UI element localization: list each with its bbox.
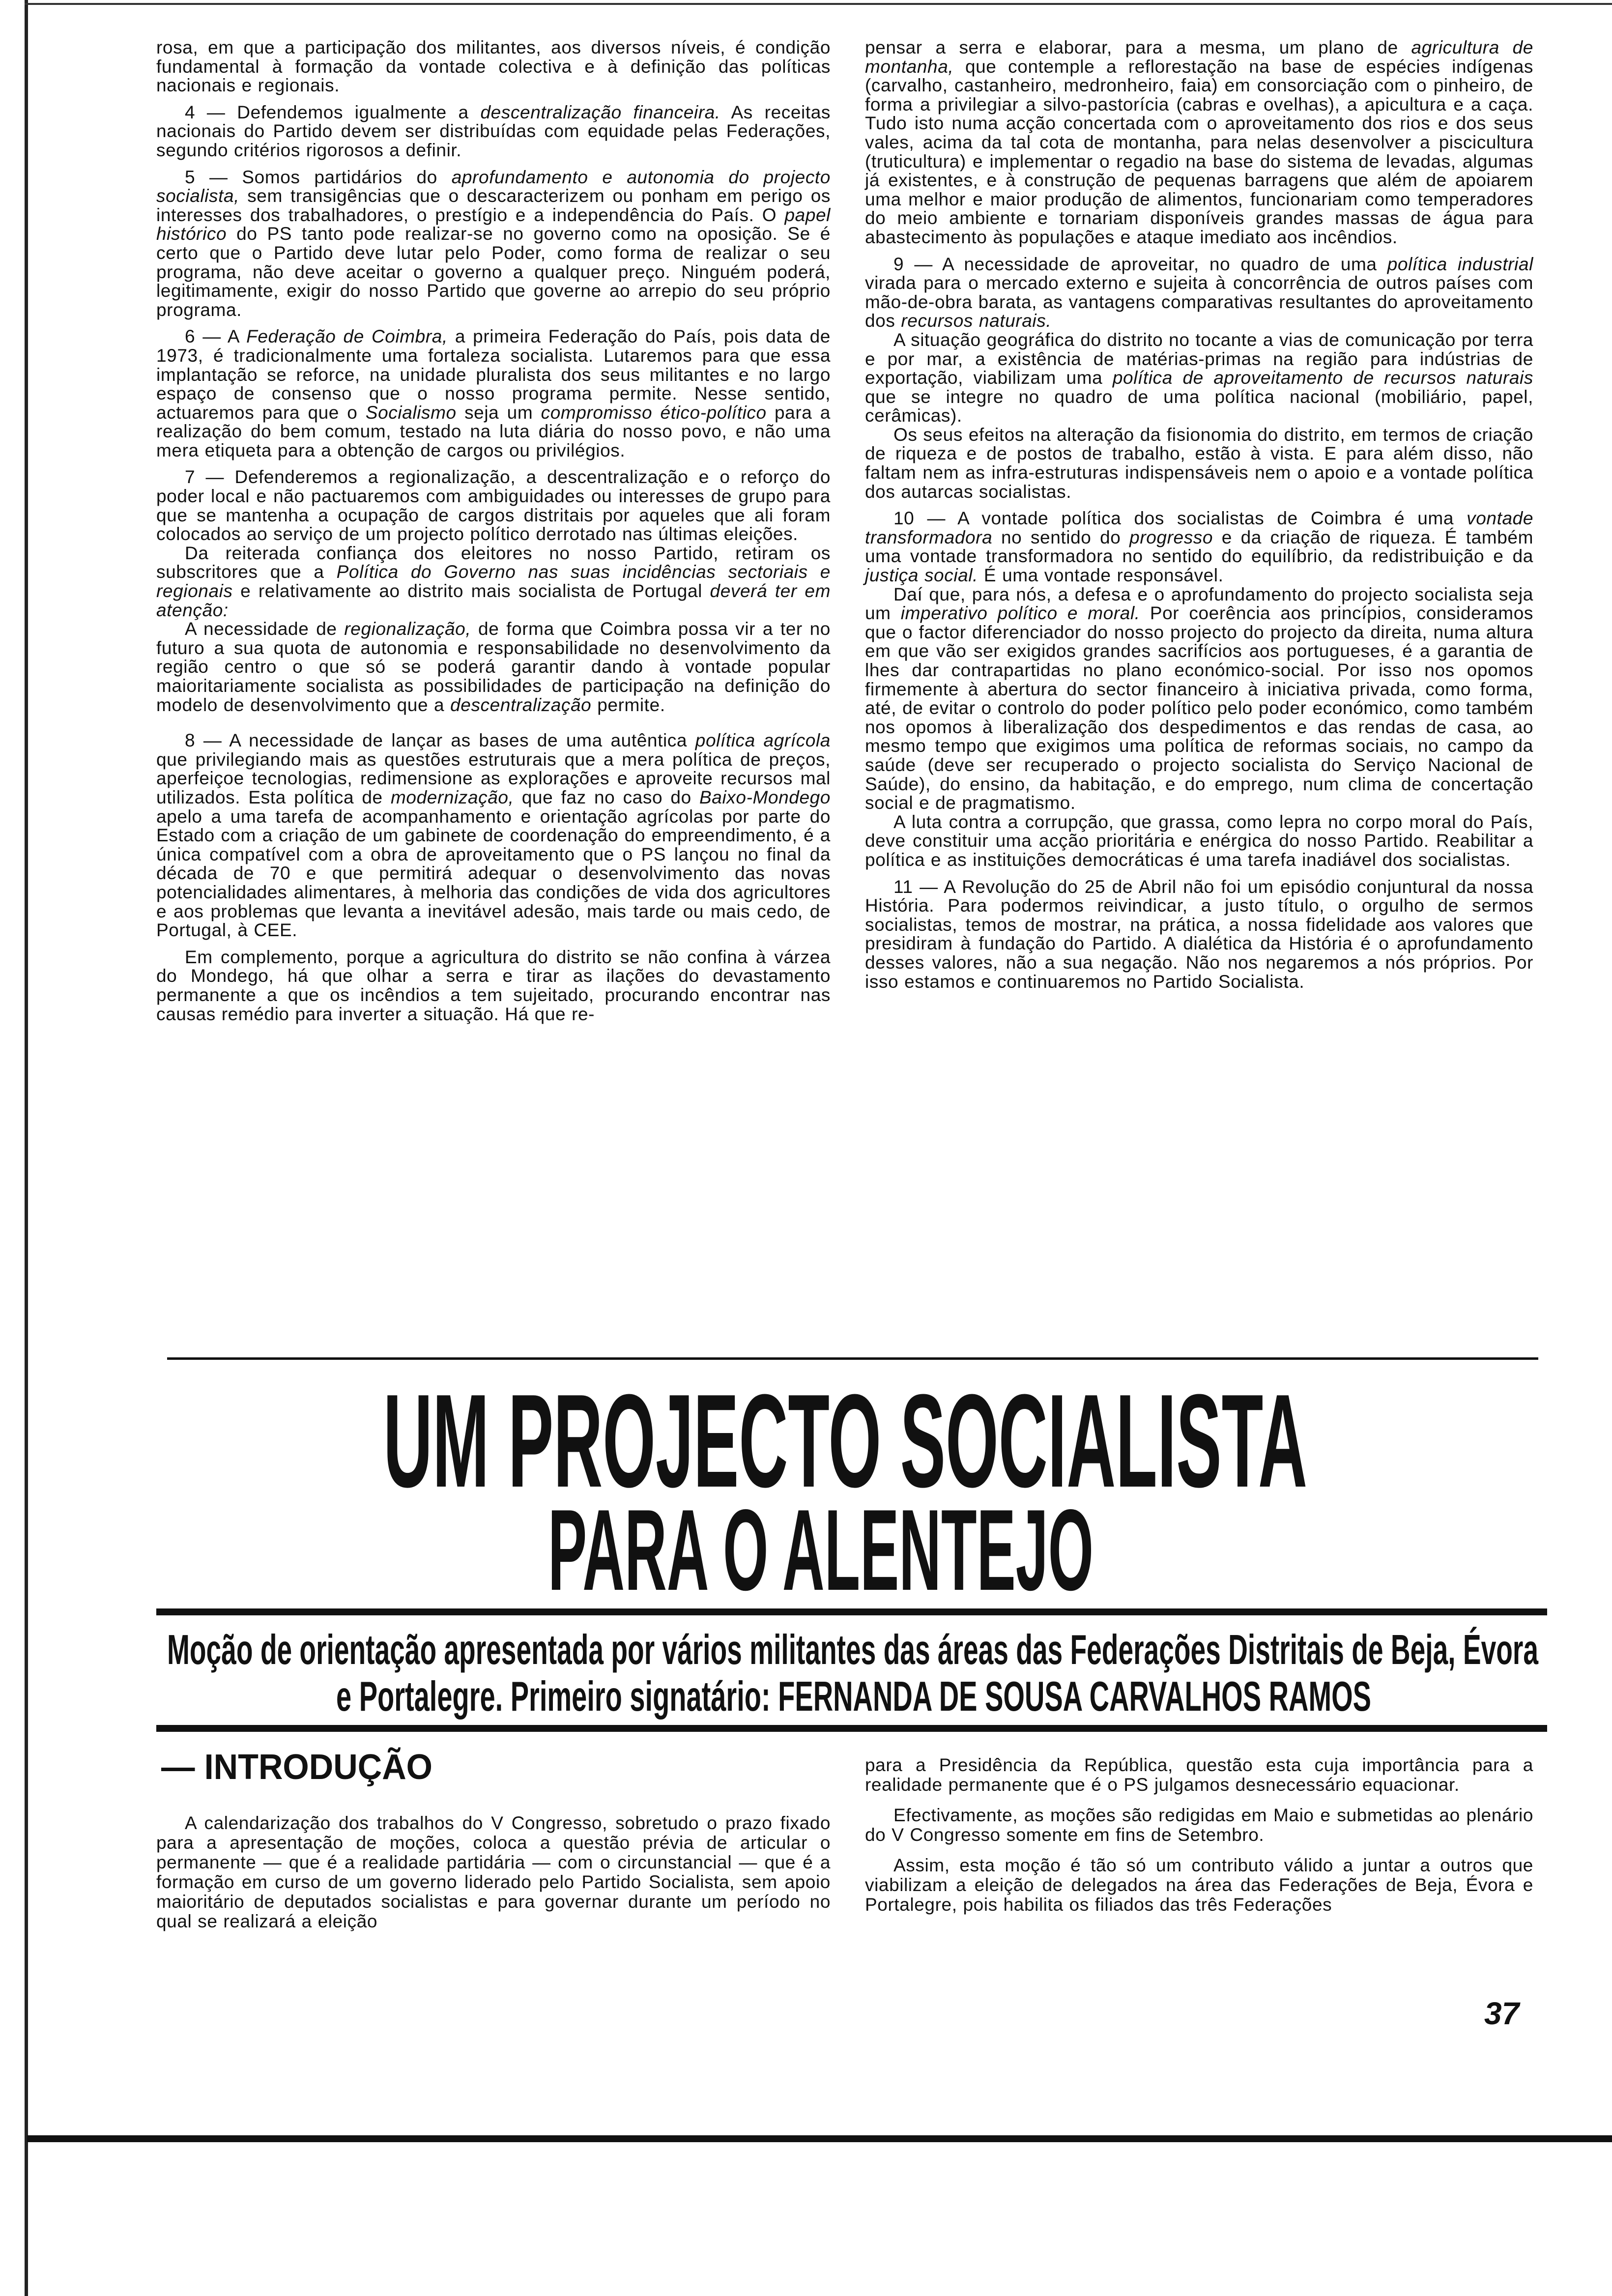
paragraph (865, 1856, 1533, 1915)
paragraph (156, 468, 831, 544)
text-run: 5 — Somos partidários do (185, 167, 452, 187)
paragraph (865, 1755, 1533, 1795)
emphasis-text: modernização, (391, 787, 514, 807)
emphasis-text: compromisso ético-político (541, 402, 767, 423)
headline-line-1: UM PROJECTO SOCIALISTA (383, 1367, 1307, 1515)
text-run: Por coerência aos princípios, consideramos que o factor diferenciador do nosso projecto do projecto da direita, numa altura em que vão ser exigidos grandes sacrifícios aos portugueses, é a garantia de lhes dar contrapartidas no plano económico-social. Por isso nos opomos firmemente à abertura do sector financeiro à iniciativa privada, como forma, até, de evitar o controlo do poder político pelo poder económico, como também nos opomos à liberalização dos despedimentos e das rendas de casa, ao mesmo tempo que exigimos uma política de reformas sociais, no campo da saúde (deve ser recuperado o projecto socialista do Serviço Nacional de Saúde), do ensino, da habitação, e do emprego, num clima de concertação social e de pragmatismo. (865, 603, 1533, 813)
emphasis-text: papel histórico (156, 204, 831, 244)
text-run: e da criação de riqueza. É também uma vontade transformadora no sentido do equilíbrio, da redistribuição e da (865, 527, 1533, 567)
text-run: As receitas nacionais do Partido devem ser distribuídas com equidade pelas Federações, segundo critérios rigorosos a definir. (156, 102, 831, 160)
text-run: que privilegiando mais as questões estruturais que a mera política de preços, aperfeiçoe tecnologias, redimensione as explorações e aproveite recursos mal utilizados. Esta política de (156, 749, 831, 807)
introduction-left-column (156, 1813, 831, 1931)
text-run: 6 — A (185, 326, 247, 347)
emphasis-text: agricultura de montanha, (865, 37, 1533, 77)
article-right-column (865, 38, 1533, 991)
text-run: para a Presidência da República, questão esta cuja importância para a realidade permanente que é o PS julgamos desnecessário equacionar. (865, 1755, 1533, 1795)
emphasis-text: Federação de Coimbra, (246, 326, 448, 347)
text-run: a primeira Federação do País, pois data de 1973, é tradicionalmente uma fortaleza socialista. Lutaremos para que essa implantação se reforce, na unidade pluralista dos seus militantes e no largo espaço de consenso que o nosso programa permite. Nesse sentido, actuaremos para que o (156, 326, 831, 423)
paragraph (156, 1813, 831, 1931)
text-run: 4 — Defendemos igualmente a (185, 102, 481, 122)
text-run: Da reiterada confiança dos eleitores no nosso Partido, retiram os subscritores que a (156, 543, 831, 582)
text-run: virada para o mercado externo e sujeita à concorrência de outros países com mão-de-obra barata, as vantagens comparativas resultantes do aproveitamento dos (865, 273, 1533, 331)
emphasis-text: política agrícola (695, 730, 831, 751)
subtitle-line-2: e Portalegre. Primeiro signatário: FERNANDA DE SOUSA CARVALHOS RAMOS (336, 1673, 1371, 1720)
emphasis-text: justiça social. (865, 565, 979, 586)
emphasis-text: regionalização, (344, 619, 471, 639)
page-number: 37 (1484, 1996, 1520, 2031)
emphasis-text: aprofundamento e autonomia do projecto socialista, (156, 167, 831, 206)
paragraph (865, 331, 1533, 426)
text-run: que se integre no quadro de uma política nacional (mobiliário, papel, cerâmicas). (865, 386, 1533, 426)
text-run: seja um (456, 402, 541, 423)
text-run: A luta contra a corrupção, que grassa, como lepra no corpo moral do País, deve constituir uma acção prioritária e enérgica do nosso Partido. Reabilitar a política e as instituições democráticas é uma tarefa inadiável dos socialistas. (865, 811, 1533, 870)
paragraph (865, 585, 1533, 813)
emphasis-text: descentralização (450, 694, 592, 715)
text-run: sem transigências que o descaracterizem ou ponham em perigo os interesses dos trabalhadores, o prestígio e a independência do País. O (156, 186, 831, 225)
paragraph (156, 327, 831, 460)
paragraph (865, 38, 1533, 247)
paragraph (156, 168, 831, 320)
text-run: que contemple a reflorestação na base de espécies indígenas (carvalho, castanheiro, medronheiro, faia) em consorciação com o pinheiro, de forma a privilegiar a silvo-pastorícia (cabras e ovelhas), a apicultura e a caça. Tudo isto numa acção concertada com o aproveitamento dos rios e dos seus vales, acima da tal cota de montanha, para nelas desenvolver a piscicultura (truticultura) e implementar o regadio na base do sistema de levadas, algumas já existentes, e à construção de pequenas barragens que além de apoiarem uma melhor e maior produção de alimentos, funcionariam como temperadores do meio ambiente e tornariam disponíveis grandes massas de água para abastecimento às populações e ataque imediato aos incêndios. (865, 56, 1533, 247)
text-run: Os seus efeitos na alteração da fisionomia do distrito, em termos de criação de riqueza e de postos de trabalho, estão à vista. E para além disso, não faltam nem as infra-estruturas indispensáveis nem o apoio e a vontade política dos autarcas socialistas. (865, 424, 1533, 502)
text-run: 9 — A necessidade de aproveitar, no quadro de uma (893, 254, 1387, 274)
headline-line-2: PARA O ALENTEJO (548, 1485, 1094, 1614)
text-run: Em complemento, porque a agricultura do distrito se não confina à várzea do Mondego, há que olhar a serra e tirar as ilações do devastamento permanente a que os incêndios a tem sujeitado, procurando encontrar nas causas remédio para inverter a situação. Há que re- (156, 947, 831, 1024)
text-run: e relativamente ao distrito mais socialista de Portugal (232, 581, 710, 602)
scan-edge-top (25, 3, 1612, 5)
text-run: É uma vontade responsável. (978, 565, 1224, 586)
emphasis-text: Política do Governo nas suas incidências sectoriais e regionais (156, 562, 831, 602)
emphasis-text: recursos naturais. (901, 311, 1052, 331)
display-type (0, 1327, 1612, 1818)
emphasis-text: vontade transformadora (865, 508, 1533, 547)
emphasis-text: política industrial (1387, 254, 1533, 274)
emphasis-text: descentralização financeira. (480, 102, 720, 122)
paragraph (865, 813, 1533, 870)
text-run: A situação geográfica do distrito no tocante a vias de comunicação por terra e por mar, a existência de matérias-primas na região para indústrias de exportação, viabilizam uma (865, 329, 1533, 388)
emphasis-text: Baixo-Mondego (699, 787, 831, 807)
paragraph (865, 426, 1533, 501)
paragraph (156, 620, 831, 715)
text-run: 7 — Defenderemos a regionalização, a descentralização e o reforço do poder local e não pactuaremos com ambiguidades ou interesses de grupo para que se mantenha a ocupação de cargos distritais por aqueles que ali foram colocados ao serviço de um projecto político derrotado nas últimas eleições. (156, 467, 831, 545)
text-run: 8 — A necessidade de lançar as bases de uma autêntica (185, 730, 695, 751)
paragraph (865, 1806, 1533, 1845)
paragraph (156, 38, 831, 95)
emphasis-text: progresso (1129, 527, 1213, 547)
article-left-column (156, 38, 831, 1024)
paragraph (156, 103, 831, 160)
scan-edge-left (25, 0, 28, 2296)
text-run: Efectivamente, as moções são redigidas em Maio e submetidas ao plenário do V Congresso somente em fins de Setembro. (865, 1805, 1533, 1845)
paragraph (156, 948, 831, 1024)
text-run: pensar a serra e elaborar, para a mesma, um plano de (865, 37, 1411, 57)
text-run: rosa, em que a participação dos militantes, aos diversos níveis, é condição fundamental à formação da vontade colectiva e à definição das políticas nacionais e regionais. (156, 37, 831, 96)
text-run: A necessidade de (185, 619, 345, 639)
text-run: 11 — A Revolução do 25 de Abril não foi um episódio conjuntural da nossa História. Para podermos reivindicar, a justo título, o orgulho de sermos socialistas, temos de mostrar, na prática, a nossa fidelidade aos valores que presidiram à fundação do Partido. A dialética da História é o aprofundamento desses valores, não a sua negação. Não nos negaremos a nós próprios. Por isso estamos e continuaremos no Partido Socialista. (865, 876, 1533, 992)
text-run: que faz no caso do (514, 787, 700, 807)
emphasis-text: deverá ter em atenção: (156, 581, 831, 620)
introduction-heading: — INTRODUÇÃO (161, 1748, 446, 1787)
paragraph (865, 878, 1533, 992)
subtitle-line-1: Moção de orientação apresentada por vários militantes das áreas das Federações Distritais de Beja, Évora (167, 1627, 1539, 1673)
text-run: Daí que, para nós, a defesa e o aprofundamento do projecto socialista seja um (865, 584, 1533, 624)
emphasis-text: Socialismo (365, 402, 457, 423)
text-run: de forma que Coimbra possa vir a ter no futuro a sua quota de autonomia e responsabilidade no desenvolvimento da região centro o que só se poderá garantir dando à vontade popular maioritariamente socialista as possibilidades de participação na definição do modelo de desenvolvimento que a (156, 619, 831, 715)
introduction-right-column (865, 1755, 1533, 1915)
text-run: Assim, esta moção é tão só um contributo válido a juntar a outros que viabilizam a eleição de delegados na área das Federações de Beja, Évora e Portalegre, pois habilita os filiados das três Federações (865, 1855, 1533, 1915)
text-run: 10 — A vontade política dos socialistas de Coimbra é uma (893, 508, 1467, 529)
text-run: A calendarização dos trabalhos do V Congresso, sobretudo o prazo fixado para a apresentação de moções, coloca a questão prévia de articular o permanente — que é a realidade partidária — com o circunstancial — que é a formação em curso de um governo liderado pelo Partido Socialista, sem apoio maioritário de deputados socialistas e para governar durante um período no qual se realizará a eleição (156, 1813, 831, 1931)
paragraph (156, 731, 831, 940)
text-run: do PS tanto pode realizar-se no governo como na oposição. Se é certo que o Partido deve lutar pelo Poder, como forma de realizar o seu programa, não deve aceitar o governo a qualquer preço. Ninguém poderá, legitimamente, exigir do nosso Partido que governe ao arrepio do seu próprio programa. (156, 224, 831, 320)
text-run: para a realização do bem comum, testado na luta diária do nosso povo, e não uma mera etiqueta para a obtenção de cargos ou privilégios. (156, 402, 831, 460)
paragraph (865, 255, 1533, 331)
text-run: apelo a uma tarefa de acompanhamento e orientação agrícolas por parte do Estado com a criação de um gabinete de coordenação do empreendimento, é a única compatível com a obra de aproveitamento que o PS lançou no final da década de 70 e que permitirá adequar o desenvolvimento das novas potencialidades alimentares, à melhoria das condições de vida dos agricultores e aos problemas que levanta a inevitável adesão, mais tarde ou mais cedo, de Portugal, à CEE. (156, 806, 831, 941)
text-run: no sentido do (992, 527, 1130, 547)
emphasis-text: política de aproveitamento de recursos naturais (1112, 368, 1533, 388)
page-bottom-rule (27, 2135, 1612, 2142)
emphasis-text: imperativo político e moral. (900, 603, 1140, 624)
paragraph (865, 509, 1533, 585)
text-run: permite. (591, 694, 665, 715)
paragraph (156, 544, 831, 620)
